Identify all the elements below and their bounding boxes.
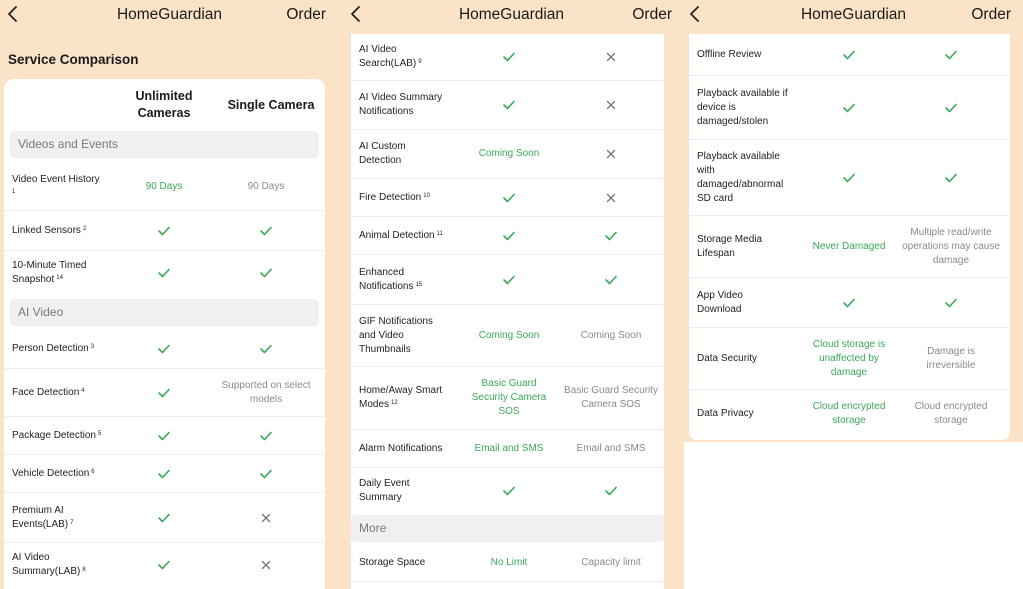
check-icon: [221, 431, 311, 441]
row-label: Enhanced Notifications $^{15}$: [359, 266, 423, 292]
single-value: Damage is irreversible: [926, 345, 976, 371]
check-icon: [906, 103, 996, 113]
comparison-card: [689, 34, 1010, 440]
section-header: [10, 131, 319, 158]
row-label: Offline Review: [697, 48, 762, 60]
comparison-card: [4, 79, 325, 589]
check-icon: [469, 100, 549, 110]
check-icon: [124, 513, 204, 523]
table-row: [4, 369, 325, 417]
nav-header: [339, 0, 684, 30]
row-label: AI Video Summary(LAB) $^8$: [12, 552, 86, 577]
row-label: Premium AI Events(LAB) $^7$: [12, 504, 74, 530]
check-icon: [124, 560, 204, 570]
table-row: [351, 81, 664, 130]
single-value: Basic Guard Security Camera SOS: [564, 385, 658, 410]
app-title: HomeGuardian: [458, 6, 565, 23]
table-row: [4, 211, 325, 251]
table-row: [4, 329, 325, 369]
check-icon: [809, 298, 889, 308]
check-icon: [566, 231, 656, 241]
check-icon: [469, 486, 549, 496]
row-label: Fire Detection $^{10}$: [359, 191, 430, 203]
table-row: [351, 468, 664, 513]
section-header: [10, 299, 319, 326]
row-label: App Video Download: [697, 289, 743, 315]
row-label: AI Video Search(LAB) $^9$: [359, 44, 422, 69]
single-value: 90 Days: [247, 180, 285, 192]
order-button[interactable]: Order: [971, 6, 1011, 23]
row-label: AI Video Summary Notifications: [359, 92, 443, 117]
screen-panel-1: [0, 0, 339, 589]
row-label: Storage Media Lifespan: [697, 233, 763, 259]
row-label: GIF Notifications and Video Thumbnails: [359, 315, 433, 355]
single-value: Coming Soon: [580, 329, 642, 341]
nav-header: [684, 0, 1023, 30]
table-row: [4, 455, 325, 493]
row-label: Daily Event Summary: [359, 477, 410, 503]
row-label: Person Detection $^3$: [12, 342, 95, 354]
check-icon: [906, 173, 996, 183]
screen-panel-3: [684, 0, 1023, 589]
app-title: HomeGuardian: [116, 6, 223, 23]
table-row: [4, 163, 325, 211]
table-row: [351, 179, 664, 217]
row-label: Video Event History $^1$: [12, 173, 100, 195]
check-icon: [221, 226, 311, 236]
single-value: Cloud encrypted storage: [914, 401, 988, 426]
table-row: [351, 217, 664, 255]
table-row: [351, 255, 664, 305]
check-icon: [221, 344, 311, 354]
check-icon: [906, 50, 996, 60]
unlimited-value: Email and SMS: [474, 442, 544, 454]
row-label: Data Privacy: [697, 408, 754, 419]
row-label: Home/Away Smart Modes $^{12}$: [359, 385, 443, 410]
check-icon: [566, 275, 656, 285]
check-icon: [124, 226, 204, 236]
row-label: Linked Sensors $^2$: [12, 224, 87, 236]
table-row: [689, 278, 1010, 328]
check-icon: [124, 431, 204, 441]
row-label: Playback available with damaged/abnormal SD card: [697, 150, 784, 204]
row-label: Face Detection $^4$: [12, 386, 85, 398]
check-icon: [809, 50, 889, 60]
table-row: [4, 493, 325, 543]
unlimited-value: Basic Guard Security Camera SOS: [471, 378, 547, 417]
check-icon: [469, 52, 549, 62]
row-label: 10-Minute Timed Snapshot $^{14}$: [12, 260, 87, 285]
unlimited-value: Never Damaged: [812, 240, 886, 252]
cross-icon: [221, 560, 311, 570]
single-value: Supported on select models: [221, 379, 311, 405]
table-row: [351, 130, 664, 179]
unlimited-value: Cloud storage is unaffected by damage: [812, 338, 886, 378]
check-icon: [124, 268, 204, 278]
cross-icon: [566, 100, 656, 110]
table-row: [689, 390, 1010, 438]
row-label: Playback available if device is damaged/stolen: [697, 87, 788, 127]
app-title: HomeGuardian: [800, 6, 907, 23]
single-value: Email and SMS: [576, 442, 646, 454]
table-row: [351, 305, 664, 367]
table-row: [689, 34, 1010, 76]
row-label: AI Custom Detection: [359, 141, 406, 166]
check-icon: [809, 103, 889, 113]
row-label: Storage Space: [359, 557, 426, 568]
page-title: Service Comparison: [8, 52, 139, 67]
table-row: [689, 328, 1010, 390]
check-icon: [469, 231, 549, 241]
unlimited-value: Cloud encrypted storage: [812, 401, 886, 426]
order-button[interactable]: Order: [286, 6, 326, 23]
comparison-card: [351, 34, 664, 589]
check-icon: [906, 298, 996, 308]
check-icon: [124, 469, 204, 479]
row-label: Alarm Notifications: [359, 442, 443, 454]
row-label: Animal Detection $^{11}$: [359, 229, 443, 241]
cross-icon: [221, 513, 311, 523]
section-label: AI Video: [18, 305, 64, 319]
single-value: Multiple read/write operations may cause damage: [902, 226, 1000, 266]
row-label: Package Detection $^5$: [12, 429, 102, 441]
table-row: [4, 543, 325, 587]
check-icon: [469, 193, 549, 203]
nav-header: [0, 0, 339, 30]
row-label: Vehicle Detection $^6$: [12, 467, 95, 479]
section-label: Videos and Events: [18, 137, 118, 151]
check-icon: [124, 388, 204, 398]
table-row: [689, 216, 1010, 278]
section-header: [351, 515, 664, 542]
check-icon: [124, 344, 204, 354]
single-value: Capacity limit: [581, 557, 641, 568]
unlimited-value: Coming Soon: [478, 148, 540, 159]
table-row: [351, 34, 664, 81]
screen-panel-2: [339, 0, 684, 589]
unlimited-value: 90 Days: [145, 180, 183, 192]
table-row: [351, 367, 664, 430]
row-label: Data Security: [697, 352, 758, 364]
check-icon: [809, 173, 889, 183]
unlimited-value: No Limit: [490, 557, 528, 568]
order-button[interactable]: Order: [632, 6, 672, 23]
table-row: [351, 545, 664, 582]
check-icon: [469, 275, 549, 285]
unlimited-value: Coming Soon: [478, 329, 540, 341]
check-icon: [221, 469, 311, 479]
cross-icon: [566, 193, 656, 203]
cross-icon: [566, 149, 656, 159]
table-row: [689, 140, 1010, 216]
table-row: [689, 76, 1010, 140]
section-label: More: [359, 521, 387, 535]
column-header-single: Single Camera: [227, 98, 315, 112]
table-row: [4, 417, 325, 455]
check-icon: [566, 486, 656, 496]
table-row: [4, 251, 325, 295]
column-header-unlimited: Unlimited Cameras: [135, 89, 193, 120]
table-row: [351, 430, 664, 468]
cross-icon: [566, 52, 656, 62]
check-icon: [221, 268, 311, 278]
